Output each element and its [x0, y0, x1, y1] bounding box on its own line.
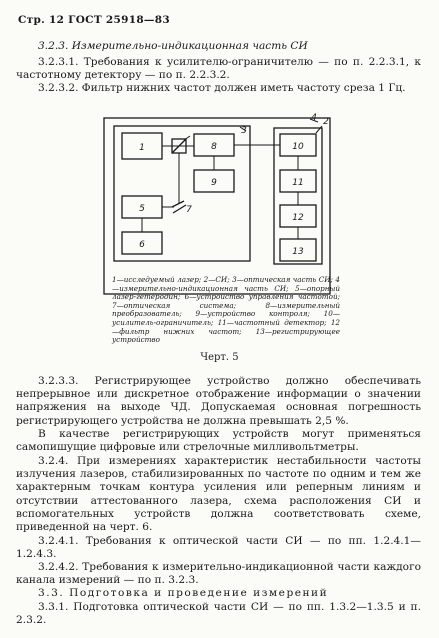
label-1: 1 — [139, 143, 145, 153]
paragraph-3-2-4: 3.2.4. При измерениях характеристик нестабильности частоты излучения лазеров, стабилизированных по частоте по одним и тем же характерным точкам контура усиления или реперным линиям и отсутствии аттестованного лазера, схема расположения СИ и вспомогательных устройств должна соответствовать схеме, приведенной на черт. 6. — [16, 455, 421, 534]
paragraph-3-2-4-2: 3.2.4.2. Требования к измерительно-индикационной части каждого канала измерений — по п. 3.2.3. — [16, 561, 421, 587]
label-12: 12 — [292, 213, 304, 223]
figure-legend: 1—исследуемый лазер; 2—СИ; 3—оптическая часть СИ; 4—измерительно-индикационная часть СИ; 5—опорный лазер-гетеродин; 6—устройство управления частотой; 7—оптическая система; 8—измерительный преобразователь; 9—устройство контроля; 10—усилитель-ограничитель; 11—частотный детектор; 12—фильтр нижних частот; 13—регистрирующее устройство — [112, 275, 340, 345]
paragraph-recorders: В качестве регистрирующих устройств могут применяться самопишущие цифровые или стрелочные милливольтметры. — [16, 428, 421, 454]
label-8: 8 — [211, 142, 217, 152]
paragraph-3-2-4-1: 3.2.4.1. Требования к оптической части СИ — по пп. 1.2.4.1—1.2.4.3. — [16, 535, 421, 561]
page-header: Стр. 12 ГОСТ 25918—83 — [18, 14, 170, 26]
section-3-3-title: 3.3. Подготовка и проведение измерений — [38, 587, 329, 599]
section-3-2-3-title: 3.2.3. Измерительно-индикационная часть СИ — [38, 40, 308, 52]
paragraph-3-2-3-2: 3.2.3.2. Фильтр нижних частот должен иметь частоту среза 1 Гц. — [38, 82, 406, 94]
figure-caption: Черт. 5 — [200, 352, 239, 363]
label-11: 11 — [292, 178, 304, 188]
label-6: 6 — [139, 240, 145, 250]
paragraph-3-3-1: 3.3.1. Подготовка оптической части СИ — по пп. 1.3.2—1.3.5 и п. 2.3.2. — [16, 601, 421, 627]
callout-7: 7 — [186, 205, 192, 215]
label-9: 9 — [211, 178, 217, 188]
paragraph-3-2-3-3: 3.2.3.3. Регистрирующее устройство должно обеспечивать непрерывное или дискретное отображение информации о значении напряжения на выходе ЧД. Допускаемая основная погрешность регистрирующего устройства не должна превышать 2,5 %. — [16, 375, 421, 427]
paragraph-3-2-3-1: 3.2.3.1. Требования к усилителю-ограничителю — по п. 2.2.3.1, к частотному детектору — по п. 2.2.3.2. — [16, 56, 421, 82]
label-5: 5 — [139, 204, 145, 214]
callout-4: 4 — [311, 113, 317, 123]
callout-2: 2 — [323, 117, 329, 127]
label-10: 10 — [292, 142, 304, 152]
label-13: 13 — [292, 247, 304, 257]
callout-3: 3 — [241, 126, 247, 136]
